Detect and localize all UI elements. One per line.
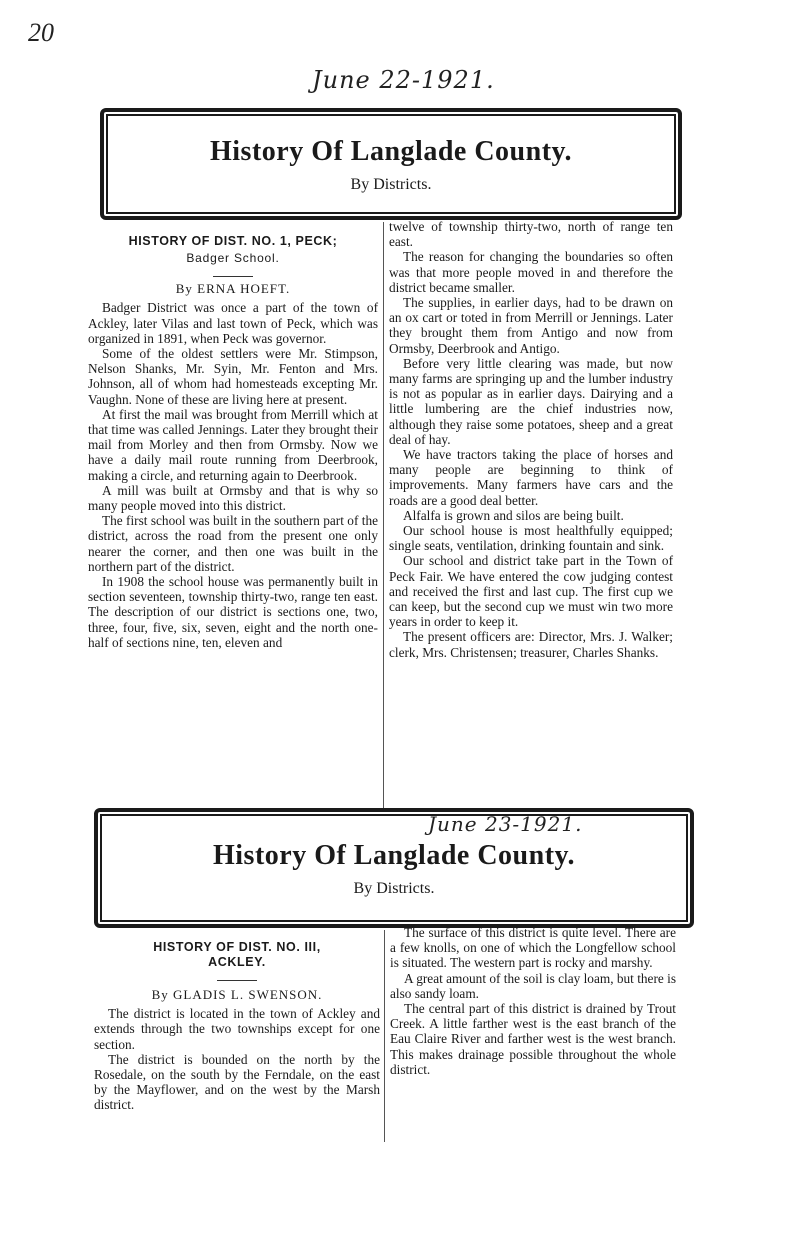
column-divider — [384, 930, 385, 1142]
paragraph: At first the mail was brought from Merrill which at that time was called Jennings. Later they brought their mail from Morley and then from Ormsby. Now we have a daily mail route running from Deerbrook, making a circle, and returning again to Deerbrook. — [88, 406, 378, 483]
page-number: 20 — [28, 18, 54, 47]
paragraph: The first school was built in the southern part of the district, across the road from the present one only nearer the corner, and then one was built in the northern part of the district. — [88, 513, 378, 574]
header-subtitle: By Districts. — [353, 880, 435, 897]
paragraph: Our school house is most healthfully equipped; single seats, ventilation, drinking fountain and sink. — [389, 523, 673, 554]
byline-text: By GLADIS L. SWENSON. — [151, 987, 323, 1002]
paragraph: A mill was built at Ormsby and that is why so many people moved into this district. — [88, 482, 378, 514]
header-box — [94, 808, 694, 928]
article-byline — [88, 276, 378, 296]
paragraph: The district is located in the town of Ackley and extends through the two townships except for one section. — [94, 1006, 380, 1052]
short-rule — [213, 276, 253, 277]
article-column-left — [88, 234, 378, 650]
handwritten-date: June 23-1921. — [428, 812, 583, 836]
article-column-left — [94, 940, 380, 1113]
article-subheading: Badger School. — [186, 251, 280, 265]
paragraph: The surface of this district is quite level. There are a few knolls, on one of which the Longfellow school is situated. The western part is rocky and marshy. — [390, 925, 676, 971]
paragraph: Our school and district take part in the Town of Peck Fair. We have entered the cow judging contest and received the first and last cup. The first cup we can keep, but the second cup we must win two more years in order to keep it. — [389, 553, 673, 630]
header-title: History Of Langlade County. — [213, 840, 575, 871]
paragraph: The central part of this district is drained by Trout Creek. A little farther west is the east branch of the Eau Claire River and farther west is the west branch. This makes drainage possible throughout the whole district. — [390, 1001, 676, 1077]
paragraph: Alfalfa is grown and silos are being built. — [403, 507, 624, 523]
article-heading: HISTORY OF DIST. NO. III, — [153, 940, 321, 954]
handwritten-date: June 22-1921. — [312, 66, 495, 94]
column-divider — [383, 222, 384, 814]
paragraph: The present officers are: Director, Mrs. J. Walker; clerk, Mrs. Christensen; treasurer, Charles Shanks. — [389, 629, 673, 660]
paragraph: In 1908 the school house was permanently built in section seventeen, township thirty-two, range ten east. The description of our district is sections one, two, three, four, five, six, seven, eight and the north one-half of sections nine, ten, eleven and — [88, 574, 378, 650]
paragraph: The supplies, in earlier days, had to be drawn on an ox cart or toted in from Merrill or Jennings. Later they brought them from Antigo and now from Ormsby, Deerbrook and Antigo. — [389, 295, 673, 356]
short-rule — [217, 980, 257, 981]
article-heading: HISTORY OF DIST. NO. 1, PECK; — [128, 234, 338, 248]
article-byline — [94, 980, 380, 1002]
paragraph: The reason for changing the boundaries so often was that more people moved in and therefore the district became smaller. — [389, 249, 673, 295]
article-heading-line2: ACKLEY. — [208, 955, 266, 969]
header-box — [100, 108, 682, 220]
paragraph: Some of the oldest settlers were Mr. Stimpson, Nelson Shanks, Mr. Syin, Mr. Fenton and Mrs. Johnson, all of whom had homesteads excepting Mr. Vaughn. None of these are living here at present. — [88, 346, 378, 407]
paragraph: The district is bounded on the north by the Rosedale, on the south by the Ferndale, on the east by the Mayflower, and on the west by the Marsh district. — [94, 1051, 380, 1113]
article-column-right — [389, 219, 673, 660]
paragraph: We have tractors taking the place of horses and many people are beginning to think of improvements. Many farmers have cars and the roads are a good deal better. — [389, 447, 673, 508]
byline-text: By ERNA HOEFT. — [175, 281, 291, 297]
article-column-right — [390, 925, 676, 1077]
paragraph-continued: twelve of township thirty-two, north of range ten east. — [389, 219, 673, 250]
header-title: History Of Langlade County. — [210, 136, 572, 167]
paragraph: A great amount of the soil is clay loam, but there is also sandy loam. — [390, 970, 676, 1001]
header-subtitle: By Districts. — [350, 176, 432, 193]
paragraph: Badger District was once a part of the town of Ackley, later Vilas and last town of Peck, which was organized in 1891, when Peck was governor. — [88, 300, 378, 346]
paragraph: Before very little clearing was made, but now many farms are springing up and the lumber industry is not as popular as in earlier days. Dairying and a little lumbering are the chief industries now, although they raise some potatoes, sheep and a great deal of hay. — [389, 355, 673, 447]
